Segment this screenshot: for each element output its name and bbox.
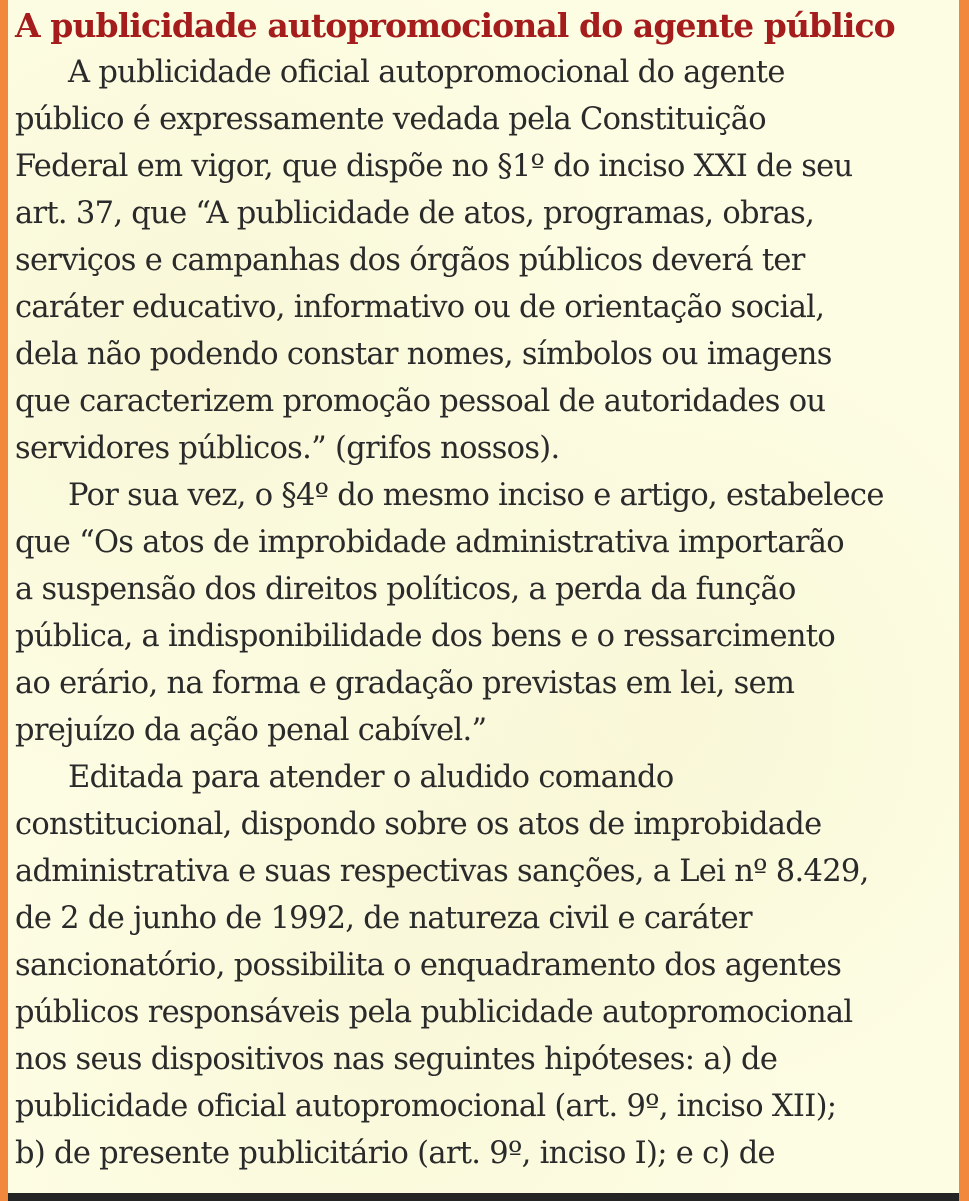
paragraph-line: prejuízo da ação penal cabível.” — [15, 713, 487, 748]
paragraph-line: servidores públicos.” (grifos nossos). — [15, 431, 560, 466]
paragraph-line: Editada para atender o aludido comando — [68, 760, 674, 795]
paragraph-line: art. 37, que “A publicidade de atos, programas, obras, — [15, 196, 815, 231]
paragraph-line: A publicidade oficial autopromocional do agente — [68, 55, 785, 90]
paragraph-line: serviços e campanhas dos órgãos públicos deverá ter — [15, 243, 805, 278]
paragraph-line: b) de presente publicitário (art. 9º, inciso I); e c) de — [15, 1136, 775, 1171]
paragraph-line: que “Os atos de improbidade administrativa importarão — [15, 525, 844, 560]
paragraph-line: administrativa e suas respectivas sanções, a Lei nº 8.429, — [15, 854, 869, 889]
paragraph-line: constitucional, dispondo sobre os atos de improbidade — [15, 807, 822, 842]
document-page — [8, 0, 959, 1201]
paragraph-line: publicidade oficial autopromocional (art. 9º, inciso XII); — [15, 1089, 837, 1124]
paragraph-2 — [15, 472, 959, 754]
paragraph-line: sancionatório, possibilita o enquadramento dos agentes — [15, 948, 842, 983]
paragraph-line: que caracterizem promoção pessoal de autoridades ou — [15, 384, 826, 419]
paragraph-line: público é expressamente vedada pela Constituição — [15, 102, 766, 137]
article-content — [15, 6, 959, 1177]
paragraph-line: Por sua vez, o §4º do mesmo inciso e artigo, estabelece — [68, 478, 884, 513]
paragraph-1 — [15, 49, 959, 472]
bottom-edge — [8, 1193, 959, 1201]
paragraph-line: a suspensão dos direitos políticos, a perda da função — [15, 572, 796, 607]
paragraph-3 — [15, 754, 959, 1177]
paragraph-line: públicos responsáveis pela publicidade autopromocional — [15, 995, 853, 1030]
article-title: A publicidade autopromocional do agente público — [15, 6, 895, 45]
paragraph-line: de 2 de junho de 1992, de natureza civil e caráter — [15, 901, 752, 936]
paragraph-line: Federal em vigor, que dispõe no §1º do inciso XXI de seu — [15, 149, 853, 184]
paragraph-line: pública, a indisponibilidade dos bens e o ressarcimento — [15, 619, 835, 654]
paragraph-line: ao erário, na forma e gradação previstas em lei, sem — [15, 666, 795, 701]
paragraph-line: dela não podendo constar nomes, símbolos ou imagens — [15, 337, 832, 372]
paragraph-line: nos seus dispositivos nas seguintes hipóteses: a) de — [15, 1042, 778, 1077]
paragraph-line: caráter educativo, informativo ou de orientação social, — [15, 290, 825, 325]
